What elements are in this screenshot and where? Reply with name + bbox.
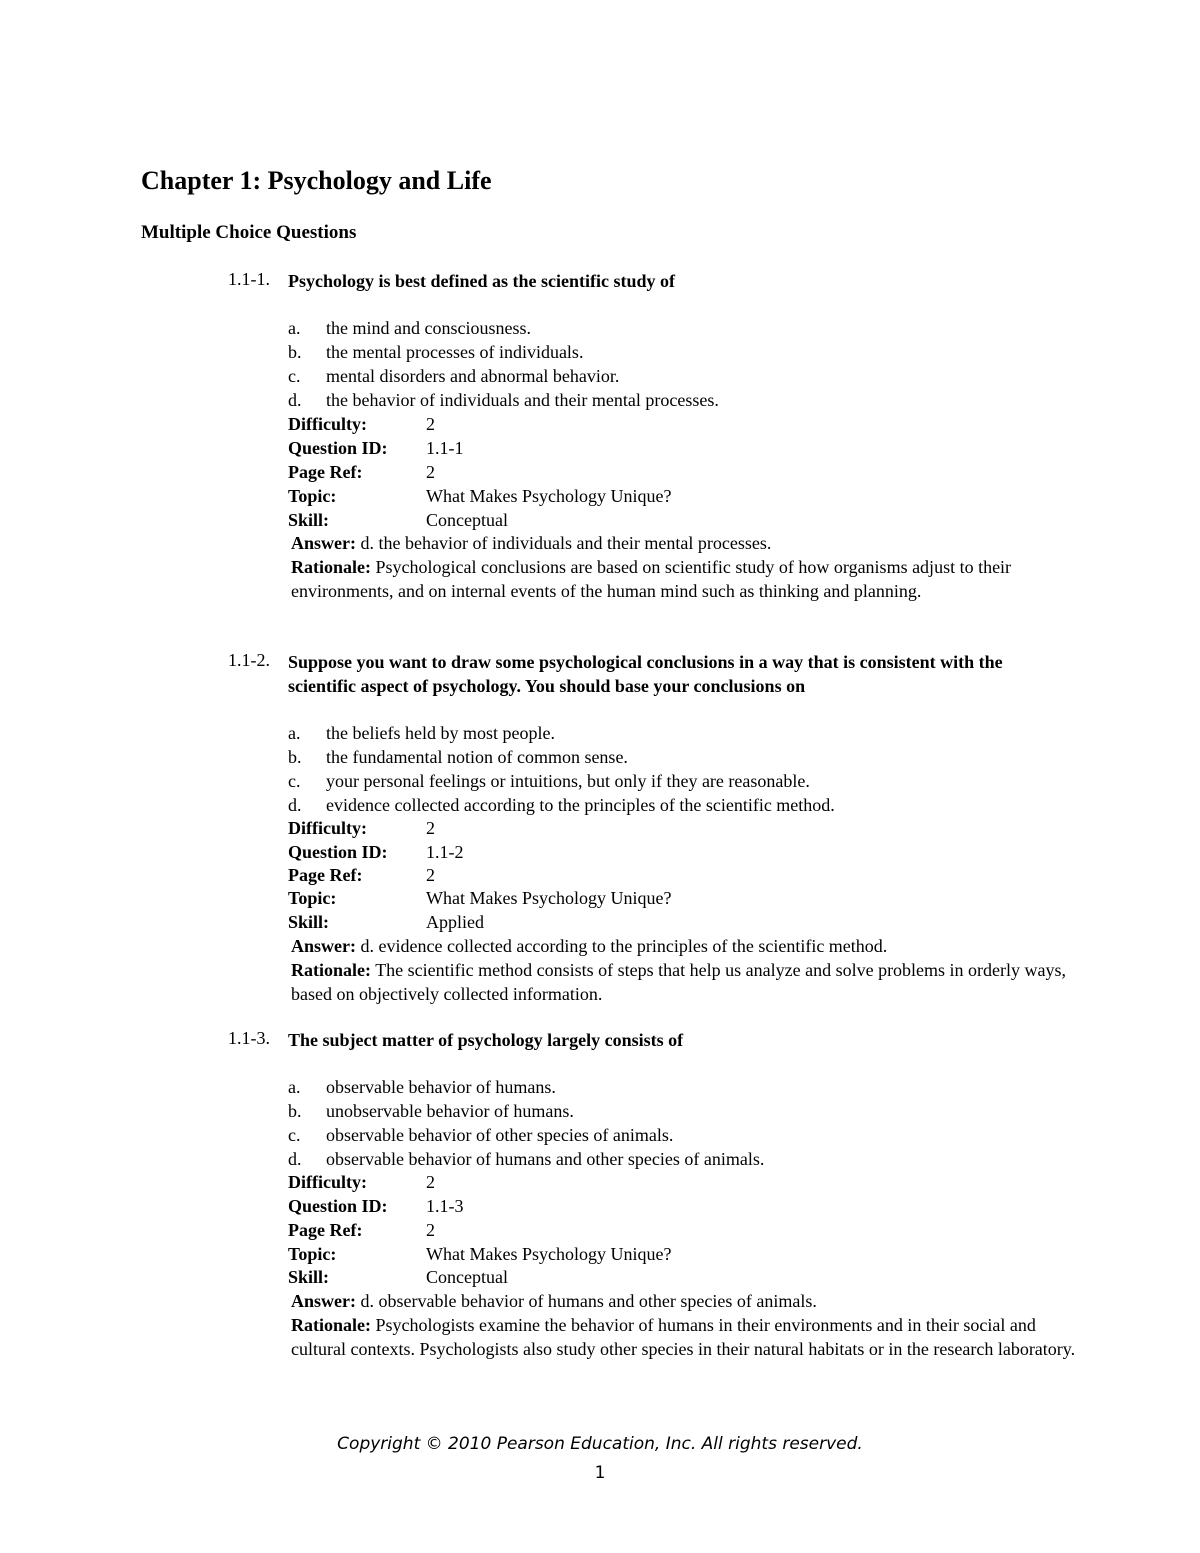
topic-value: What Makes Psychology Unique?: [426, 1244, 672, 1264]
answer-text: d. observable behavior of humans and other species of animals.: [360, 1291, 817, 1311]
choice-text: your personal feelings or intuitions, but only if they are reasonable.: [326, 771, 810, 791]
difficulty-value: 2: [426, 818, 435, 838]
choice-text: observable behavior of humans.: [326, 1077, 556, 1097]
rationale-label: Rationale:: [291, 960, 371, 980]
skill-label: Skill:: [288, 510, 330, 530]
topic-row: [288, 1242, 671, 1266]
page-ref-row: [288, 863, 435, 887]
skill-row: [288, 508, 508, 532]
answer-text: d. the behavior of individuals and their mental processes.: [360, 533, 772, 553]
answer-line: [291, 531, 1081, 555]
choice-c: [288, 1123, 673, 1147]
choice-letter: a.: [288, 723, 301, 743]
page-ref-value: 2: [426, 1220, 435, 1240]
topic-value: What Makes Psychology Unique?: [426, 888, 672, 908]
choice-b: [288, 745, 628, 769]
difficulty-label: Difficulty:: [288, 414, 367, 434]
question-text: The subject matter of psychology largely consists of: [288, 1030, 684, 1050]
skill-value: Applied: [426, 912, 484, 932]
answer-line: [291, 1289, 1081, 1313]
choice-letter: b.: [288, 342, 302, 362]
answer-text: d. evidence collected according to the principles of the scientific method.: [360, 936, 888, 956]
question-text: Suppose you want to draw some psychological conclusions in a way that is consistent with the scientific aspect of psychology. You should base your conclusions on: [288, 652, 1003, 696]
topic-row: [288, 484, 671, 508]
choice-text: observable behavior of humans and other species of animals.: [326, 1149, 765, 1169]
choice-a: [288, 316, 531, 340]
choice-d: [288, 793, 835, 817]
topic-value: What Makes Psychology Unique?: [426, 486, 672, 506]
rationale-text: Psychological conclusions are based on scientific study of how organisms adjust to their environments, and on internal events of the human mind such as thinking and planning.: [291, 557, 1012, 601]
question-id-label: Question ID:: [288, 438, 388, 458]
rationale-block: [291, 555, 1081, 603]
question-id-row: [288, 436, 464, 460]
question-id-label: Question ID:: [288, 842, 388, 862]
choice-letter: a.: [288, 1077, 301, 1097]
topic-label: Topic:: [288, 1244, 337, 1264]
page-ref-value: 2: [426, 865, 435, 885]
skill-value: Conceptual: [426, 1267, 508, 1287]
choice-c: [288, 364, 619, 388]
choice-letter: c.: [288, 1125, 301, 1145]
choice-letter: b.: [288, 747, 302, 767]
question-id-row: [288, 840, 464, 864]
choice-letter: c.: [288, 771, 301, 791]
choice-letter: c.: [288, 366, 301, 386]
rationale-block: [291, 1313, 1081, 1361]
question-text: Psychology is best defined as the scientific study of: [288, 271, 675, 291]
page-ref-label: Page Ref:: [288, 865, 363, 885]
question-number: 1.1-1.: [228, 269, 270, 289]
choice-text: the behavior of individuals and their mental processes.: [326, 390, 719, 410]
question-id-label: Question ID:: [288, 1196, 388, 1216]
skill-row: [288, 1265, 508, 1289]
rationale-label: Rationale:: [291, 557, 371, 577]
answer-line: [291, 934, 1081, 958]
question-id-value: 1.1-1: [426, 438, 464, 458]
topic-row: [288, 886, 671, 910]
page-ref-label: Page Ref:: [288, 1220, 363, 1240]
skill-row: [288, 910, 484, 934]
answer-label: Answer:: [291, 936, 356, 956]
answer-label: Answer:: [291, 1291, 356, 1311]
choice-letter: a.: [288, 318, 301, 338]
page-ref-row: [288, 1218, 435, 1242]
rationale-block: [291, 958, 1081, 1006]
skill-label: Skill:: [288, 912, 330, 932]
topic-label: Topic:: [288, 888, 337, 908]
rationale-label: Rationale:: [291, 1315, 371, 1335]
choice-b: [288, 1099, 574, 1123]
question-id-value: 1.1-2: [426, 842, 464, 862]
difficulty-row: [288, 412, 435, 436]
choice-text: the mind and consciousness.: [326, 318, 531, 338]
difficulty-label: Difficulty:: [288, 818, 367, 838]
page-ref-label: Page Ref:: [288, 462, 363, 482]
choice-text: the fundamental notion of common sense.: [326, 747, 628, 767]
footer-page-number: 1: [594, 1463, 606, 1483]
difficulty-row: [288, 816, 435, 840]
choice-letter: d.: [288, 390, 302, 410]
page-ref-value: 2: [426, 462, 435, 482]
page-ref-row: [288, 460, 435, 484]
footer-copyright: Copyright © 2010 Pearson Education, Inc. All rights reserved.: [337, 1434, 863, 1454]
question-id-row: [288, 1194, 464, 1218]
choice-a: [288, 721, 555, 745]
choice-d: [288, 1147, 764, 1171]
choice-c: [288, 769, 810, 793]
chapter-title: Chapter 1: Psychology and Life: [141, 166, 492, 195]
question-id-value: 1.1-3: [426, 1196, 464, 1216]
skill-label: Skill:: [288, 1267, 330, 1287]
choice-d: [288, 388, 719, 412]
section-heading: Multiple Choice Questions: [141, 222, 357, 243]
rationale-text: Psychologists examine the behavior of humans in their environments and in their social and cultural contexts. Psychologists also study other species in their natural habitats or in the research laboratory.: [291, 1315, 1076, 1359]
choice-letter: d.: [288, 1149, 302, 1169]
choice-b: [288, 340, 583, 364]
topic-label: Topic:: [288, 486, 337, 506]
difficulty-row: [288, 1170, 435, 1194]
rationale-text: The scientific method consists of steps that help us analyze and solve problems in orderly ways, based on objectively collected information.: [291, 960, 1067, 1004]
choice-text: evidence collected according to the principles of the scientific method.: [326, 795, 835, 815]
question-number: 1.1-3.: [228, 1028, 270, 1048]
difficulty-value: 2: [426, 414, 435, 434]
choice-letter: d.: [288, 795, 302, 815]
choice-text: the beliefs held by most people.: [326, 723, 555, 743]
skill-value: Conceptual: [426, 510, 508, 530]
difficulty-value: 2: [426, 1172, 435, 1192]
choice-text: the mental processes of individuals.: [326, 342, 584, 362]
choice-text: mental disorders and abnormal behavior.: [326, 366, 620, 386]
choice-text: unobservable behavior of humans.: [326, 1101, 574, 1121]
choice-text: observable behavior of other species of animals.: [326, 1125, 674, 1145]
question-number: 1.1-2.: [228, 650, 270, 670]
choice-letter: b.: [288, 1101, 302, 1121]
choice-a: [288, 1075, 556, 1099]
difficulty-label: Difficulty:: [288, 1172, 367, 1192]
answer-label: Answer:: [291, 533, 356, 553]
